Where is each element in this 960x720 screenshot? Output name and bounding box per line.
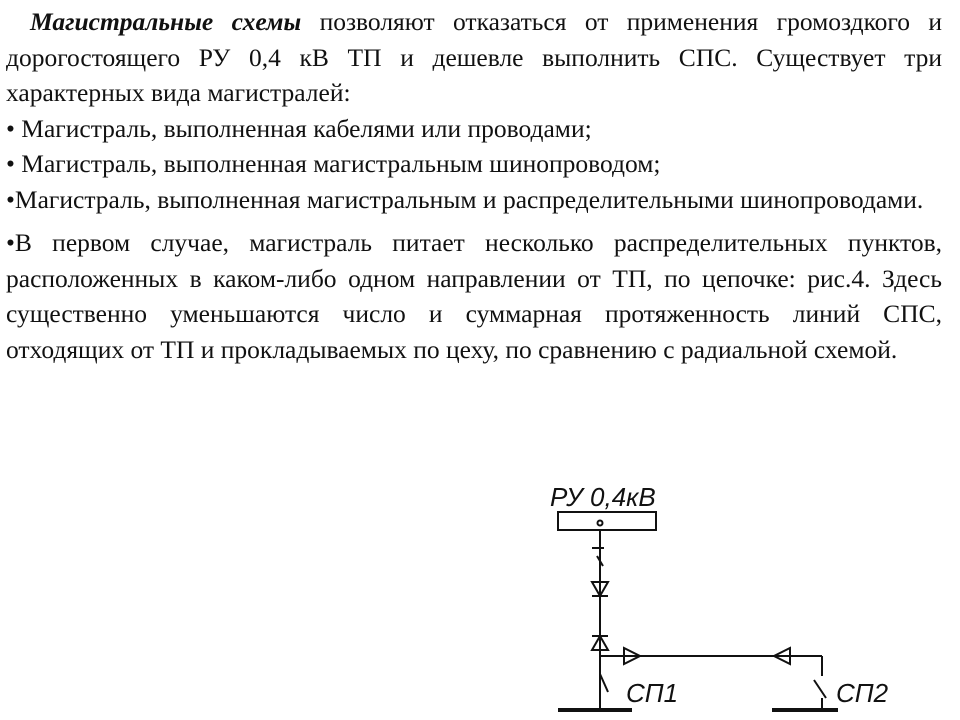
trunk-scheme-diagram bbox=[540, 478, 960, 720]
sp1-label: СП1 bbox=[626, 678, 679, 708]
bullet-item-busway: • Магистраль, выполненная магистральным шинопроводом; bbox=[6, 149, 661, 178]
slide-text bbox=[6, 4, 942, 367]
bus-connection-dot bbox=[598, 521, 603, 526]
ru-busbar bbox=[558, 512, 656, 530]
intro-rest: позволяют отказаться от применения громоздкого и дорогостоящего РУ 0,4 кВ ТП и дешевле выполнить СПС. Существует три характерных вида магистралей: bbox=[6, 7, 943, 107]
breaker-symbol bbox=[592, 548, 604, 566]
intro-paragraph bbox=[6, 4, 942, 111]
chain-description-paragraph: •В первом случае, магистраль питает несколько распределительных пунктов, расположенных в каком-либо одном направлении от ТП, по цепочке: рис.4. Здесь существенно уменьшаются число и суммарная протяженность линий СПС, отходящих от ТП и прокладываемых по цеху, по сравнению с радиальной схемой. bbox=[6, 228, 942, 364]
intro-lead-term: Магистральные схемы bbox=[30, 7, 302, 36]
switch-sp1 bbox=[600, 674, 608, 708]
bullet-item-cables: • Магистраль, выполненная кабелями или проводами; bbox=[6, 113, 592, 143]
sp2-label: СП2 bbox=[836, 678, 889, 708]
switch-sp2 bbox=[814, 680, 826, 708]
bullet-item-busway-distribution: •Магистраль, выполненная магистральным и распределительными шинопроводами. bbox=[6, 184, 924, 214]
ru-label: РУ 0,4кВ bbox=[550, 482, 656, 512]
